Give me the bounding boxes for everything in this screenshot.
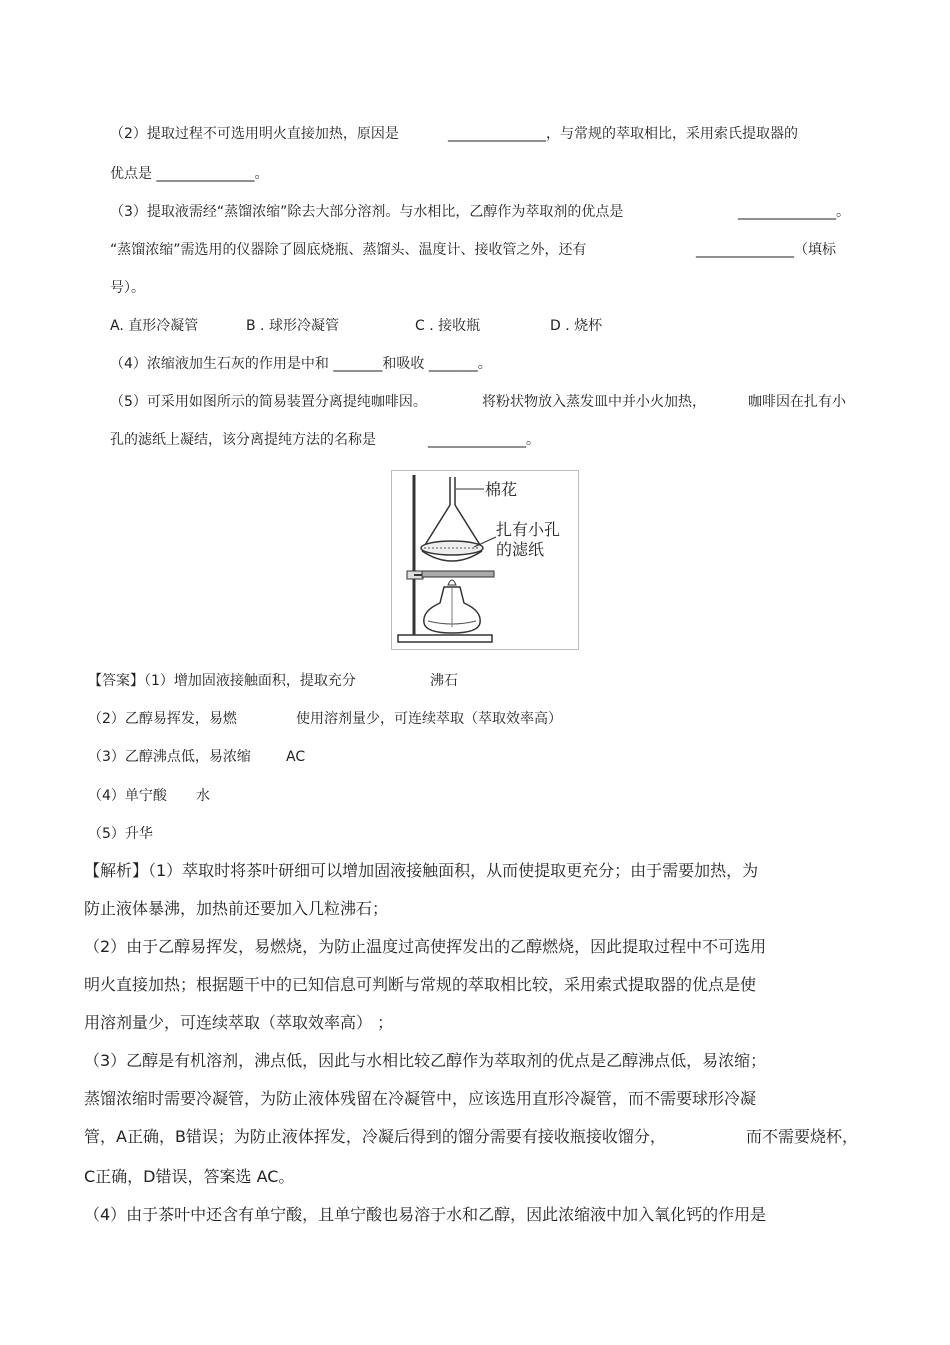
apparatus-drawing (392, 471, 578, 649)
q5-text-d: 孔的滤纸上凝结，该分离提纯方法的名称是 (110, 432, 376, 448)
answer-3-a: （3）乙醇沸点低，易浓缩 (88, 749, 251, 765)
answer-4-a: （4）单宁酸 (88, 788, 167, 804)
q2-text: （2）提取过程不可选用明火直接加热，原因是 (110, 126, 399, 142)
answer-4-b: 水 (196, 788, 210, 804)
label-filter-line2: 的滤纸 (496, 540, 545, 559)
analysis-line5: 用溶剂量少，可连续萃取（萃取效率高） ； (84, 1013, 394, 1032)
analysis-line6: （3）乙醇是有机溶剂，沸点低，因此与水相比较乙醇作为萃取剂的优点是乙醇沸点低，易浓缩； (84, 1051, 767, 1070)
q5-text-a: （5）可采用如图所示的简易装置分离提纯咖啡因。 (110, 394, 427, 410)
q2-blank-reason: ______________，与常规的萃取相比，采用索氏提取器的 (448, 126, 798, 142)
analysis-8-b: 而不需要烧杯， (746, 1127, 859, 1146)
answer-1-b: 沸石 (430, 673, 458, 689)
q5-text-c: 咖啡因在扎有小 (748, 394, 846, 410)
analysis-line7: 蒸馏浓缩时需要冷凝管，为防止液体残留在冷凝管中，应该选用直形冷凝管，而不需要球形冷凝 (84, 1089, 757, 1108)
q3-blank-instrument: ______________（填标 (696, 242, 836, 258)
answer-2-b: 使用溶剂量少，可连续萃取（萃取效率高） (296, 711, 562, 727)
answer-line5: （5）升华 (88, 826, 153, 842)
answer-3-b: AC (286, 749, 306, 765)
label-cotton: 棉花 (485, 480, 518, 499)
analysis-line9: C正确，D错误，答案选 AC。 (84, 1167, 295, 1186)
answer-2-a: （2）乙醇易挥发，易燃 (88, 711, 237, 727)
q3-text-2: “蒸馏浓缩”需选用的仪器除了圆底烧瓶、蒸馏头、温度计、接收管之外，还有 (110, 242, 587, 258)
label-filter-line1: 扎有小孔 (496, 520, 561, 539)
q4-line1: （4）浓缩液加生石灰的作用是中和 _______和吸收 _______。 (110, 356, 492, 372)
option-d: D . 烧杯 (550, 318, 603, 334)
q2-line2: 优点是 ______________。 (110, 166, 269, 182)
option-a: A. 直形冷凝管 (110, 318, 199, 334)
option-b: B . 球形冷凝管 (246, 318, 339, 334)
q3-blank-advantage: ______________。 (738, 204, 850, 220)
q3-line3: 号）。 (110, 280, 145, 296)
analysis-line4: 明火直接加热；根据题干中的已知信息可判断与常规的萃取相比较，采用索式提取器的优点是使 (84, 975, 757, 994)
answer-1-text: 【答案】（1）增加固液接触面积，提取充分 (88, 673, 356, 689)
analysis-line1: 【解析】（1）萃取时将茶叶研细可以增加固液接触面积，从而使提取更充分；由于需要加热，为 (84, 861, 759, 880)
analysis-line2: 防止液体暴沸，加热前还要加入几粒沸石； (84, 899, 389, 918)
q5-blank-method: ______________。 (428, 432, 540, 448)
analysis-line10: （4）由于茶叶中还含有单宁酸，且单宁酸也易溶于水和乙醇，因此浓缩液中加入氧化钙的作用是 (84, 1205, 767, 1224)
q3-text: （3）提取液需经“蒸馏浓缩”除去大部分溶剂。与水相比，乙醇作为萃取剂的优点是 (110, 204, 624, 220)
q5-text-b: 将粉状物放入蒸发皿中并小火加热， (482, 394, 706, 410)
analysis-line3: （2）由于乙醇易挥发，易燃烧，为防止温度过高使挥发出的乙醇燃烧，因此提取过程中不可选用 (84, 937, 767, 956)
option-c: C . 接收瓶 (415, 318, 481, 334)
q3-options (110, 316, 650, 336)
sublimation-apparatus-figure (391, 470, 579, 650)
analysis-8-a: 管，A正确，B错误；为防止液体挥发，冷凝后得到的馏分需要有接收瓶接收馏分， (84, 1127, 666, 1146)
